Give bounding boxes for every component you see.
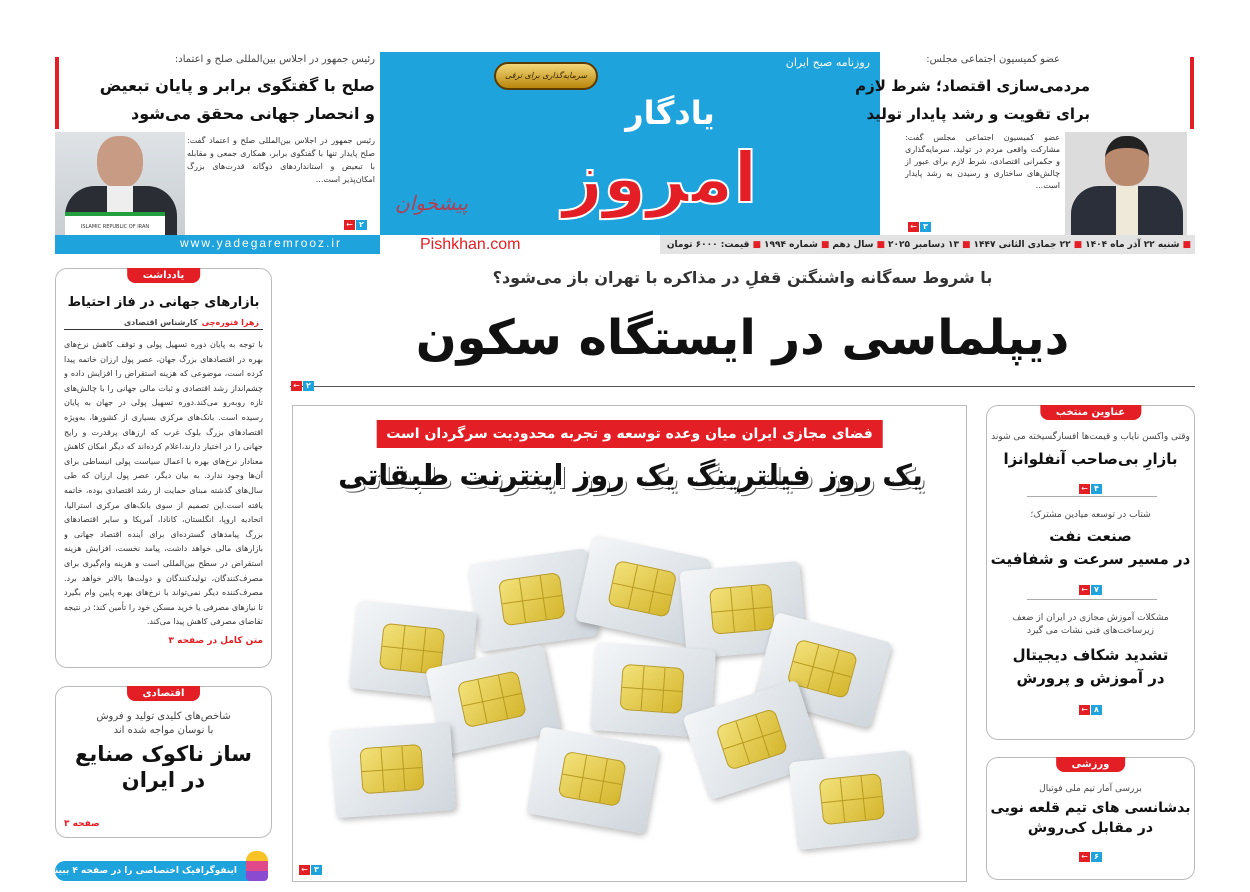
top-left-headline-1: صلح با گفتگوی برابر و پایان تبعیض <box>99 76 375 95</box>
top-left-kicker: رئیس جمهور در اجلاس بین‌المللی صلح و اعتماد: <box>174 54 375 65</box>
dateline-date: شنبه ۲۲ آذر ماه ۱۴۰۴ <box>1085 239 1180 250</box>
sports-headline-1: بدشانسی های تیم قلعه نویی <box>990 800 1191 816</box>
dateline-bar: ■ شنبه ۲۲ آذر ماه ۱۴۰۴ ■ ۲۲ جمادی الثانی ۱۴۴۷ ■ ۱۳ دسامبر ۲۰۲۵ ■ سال دهم ■ شماره ۱۹۹۴ ■ قیمت: ۶۰۰۰ تومان <box>660 235 1195 254</box>
author-line <box>64 316 263 330</box>
infographic-banner-text: اینفوگرافیک اختصاصی را در صفحه ۴ ببینید <box>45 866 237 876</box>
dateline-gregorian: ۱۳ دسامبر ۲۰۲۵ <box>888 239 959 250</box>
feature-page-badge[interactable]: ← ۳ <box>299 865 322 875</box>
lead-headline[interactable]: دیپلماسی در ایستگاه سکون <box>415 310 1070 366</box>
author-role: کارشناس اقتصادی <box>123 318 198 327</box>
sports-box[interactable] <box>986 757 1195 880</box>
masthead-tagline: روزنامه صبح ایران <box>785 56 870 69</box>
selected-item[interactable]: وقتی واکسن نایاب و قیمت‌ها افسارگسیخته می شوند بازارِ بی‌صاحب آنفلوانزا ← ۴ <box>991 432 1190 493</box>
top-right-kicker: عضو کمیسیون اجتماعی مجلس: <box>926 54 1060 65</box>
top-left-article[interactable] <box>60 52 375 235</box>
top-right-page-badge[interactable]: ← ۳ <box>908 222 931 232</box>
economy-tab: اقتصادی <box>127 686 201 701</box>
arrow-icon: ← <box>344 220 355 230</box>
placard: ISLAMIC REPUBLIC OF IRAN <box>65 212 165 235</box>
lead-rule <box>290 386 1195 387</box>
top-right-article[interactable] <box>855 52 1190 235</box>
editorial-box[interactable] <box>55 268 272 668</box>
economy-headline-1: ساز ناکوک صنایع <box>75 742 252 766</box>
feature-headline: یک روز فیلترینگ یک روز اینترنت طبقاتی <box>338 458 923 492</box>
feature-box[interactable] <box>292 405 967 882</box>
sports-page-badge[interactable]: ← ۶ <box>1079 852 1102 862</box>
selected-headlines-box <box>986 405 1195 740</box>
masthead-logo: امروز <box>562 137 758 219</box>
masthead-name-top: یادگار <box>625 94 715 132</box>
editorial-title: بازارهای جهانی در فاز احتیاط <box>67 295 260 310</box>
dateline-hijri: ۲۲ جمادی الثانی ۱۴۴۷ <box>973 239 1071 250</box>
editorial-body: با توجه به پایان دوره تسهیل پولی و توقف کاهش نرخ‌های بهره در اقتصادهای بزرگ جهان، عصر پول ارزان خاتمه پیدا کرده است، موضوعی که هزینه استقراض را افزایش داده و چشم‌انداز رشد اقتصادی و ثبات مالی جهانی را با چالش‌های تازه روبه‌رو می‌کند.دوره تسهیل پولی در جهان به پایان رسیده است. بانک‌های مرکزی بسیاری از کشورها، به‌ویژه اقتصادهای بزرگ بلوک غرب که ارزهای پرقدرت و رایج جهانی را در اختیار دارند،اعلام کرده‌اند که دیگر امکان کاهش معنادار نرخ‌های بهره با اعمال سیاست پولی انبساطی برای آن‌ها وجود ندارد. به بیان دیگر، عصر پول ارزان که طی سال‌های گذشته مبنای حمایت از رشد اقتصادی بوده، خاتمه یافته است.این تصمیم از سوی بانک‌های مرکزی استرالیا، اتحادیه اروپا، انگلستان، کانادا، آمریکا و سایر اقتصادهای بزرگ پیامدهای گسترده‌ای برای آینده اقتصاد جهانی و بازارهای مالی خواهد داشت، پیامد نخست، افزایش هزینه استقراض در سطح بین‌المللی است و هزینه وام‌گیری برای مصرف‌کنندگان، تولیدکنندگان و دولت‌ها بالاتر خواهد برد. مصرف‌کننده دیگر نمی‌تواند با نرخ‌های بهره پایین وام بگیرد تا نیازهای مصرفی یا خرید مسکن خود را تأمین کند؛ در نتیجه تقاضای مصرفی کاهش پیدا می‌کند. <box>64 340 263 627</box>
top-right-body: عضو کمیسیون اجتماعی مجلس گفت: مشارکت واقعی مردم در تولید، سرمایه‌گذاری و حکمرانی اقتصادی، شرط لازم برای عبور از چالش‌های ساختاری و رسیدن به رشد پایدار است... <box>905 133 1060 190</box>
infographic-banner[interactable] <box>45 861 265 881</box>
economy-box[interactable] <box>55 686 272 838</box>
lead-kicker: با شروط سه‌گانه واشنگتن قفلِ در مذاکره با تهران باز می‌شود؟ <box>492 268 993 287</box>
website-url[interactable]: www.yadegaremrooz.ir <box>180 236 343 250</box>
sports-tab: ورزشی <box>1056 757 1126 772</box>
lead-page-badge[interactable]: ← ۲ <box>291 381 314 391</box>
lightbulb-icon <box>246 851 268 881</box>
top-left-page-badge[interactable]: ← ۲ <box>344 220 367 230</box>
economy-page-link[interactable]: صفحه ۳ <box>64 819 100 829</box>
economy-headline-2: در ایران <box>121 768 206 792</box>
red-accent-bar <box>55 57 59 129</box>
dateline-year: سال دهم <box>832 239 874 250</box>
editorial-more-link[interactable]: متن کامل در صفحه ۳ <box>168 636 263 646</box>
top-right-headline-2: برای تقویت و رشد پایدار تولید <box>866 105 1090 123</box>
top-left-body: رئیس جمهور در اجلاس بین‌المللی صلح و اعتماد گفت: صلح پایدار تنها با گفتگوی برابر، همکاری جمعی و مقابله با تبعیض و استانداردهای دوگانه قدرت‌های بزرگ امکان‌پذیر است... <box>187 136 375 184</box>
sim-cards-image <box>293 536 967 882</box>
masthead-gold-badge: سرمایه‌گذاری برای ترقی <box>494 62 598 90</box>
selected-item[interactable]: شتاب در توسعه میادین مشترک؛ صنعت نفت در مسیر سرعت و شفافیت ← ۷ <box>990 510 1191 594</box>
feature-kicker: فضای مجازی ایران میان وعده توسعه و تجربه محدودیت سرگردان است <box>376 420 883 448</box>
dateline-issue: شماره ۱۹۹۴ <box>763 239 818 250</box>
author-name: زهرا فتوره‌چی <box>201 318 259 327</box>
top-right-headline-1: مردمی‌سازی اقتصاد؛ شرط لازم <box>855 77 1090 95</box>
red-accent-bar <box>1190 57 1194 129</box>
selected-item[interactable]: مشکلات آموزش مجازی در ایران از ضعف زیرساخت‌های فنی نشات می گیرد تشدید شکاف دیجیتال در آموزش و پرورش ← ۸ <box>1012 613 1169 714</box>
sports-kicker: بررسی آمار تیم ملی فوتبال <box>1039 784 1142 794</box>
economy-kicker-2: با نوسان مواجه شده اند <box>113 725 214 736</box>
economy-kicker-1: شاخص‌های کلیدی تولید و فروش <box>96 711 231 722</box>
top-left-headline-2: و انحصار جهانی محقق می‌شود <box>131 104 375 123</box>
selected-tab: عناوین منتخب <box>1040 405 1141 420</box>
dateline-price: قیمت: ۶۰۰۰ تومان <box>666 239 750 250</box>
editorial-tab: یادداشت <box>127 268 201 283</box>
watermark-fa: پیشخوان <box>395 191 468 215</box>
watermark: Pishkhan.com <box>420 236 521 253</box>
sports-headline-2: در مقابل کی‌روش <box>1027 820 1154 836</box>
